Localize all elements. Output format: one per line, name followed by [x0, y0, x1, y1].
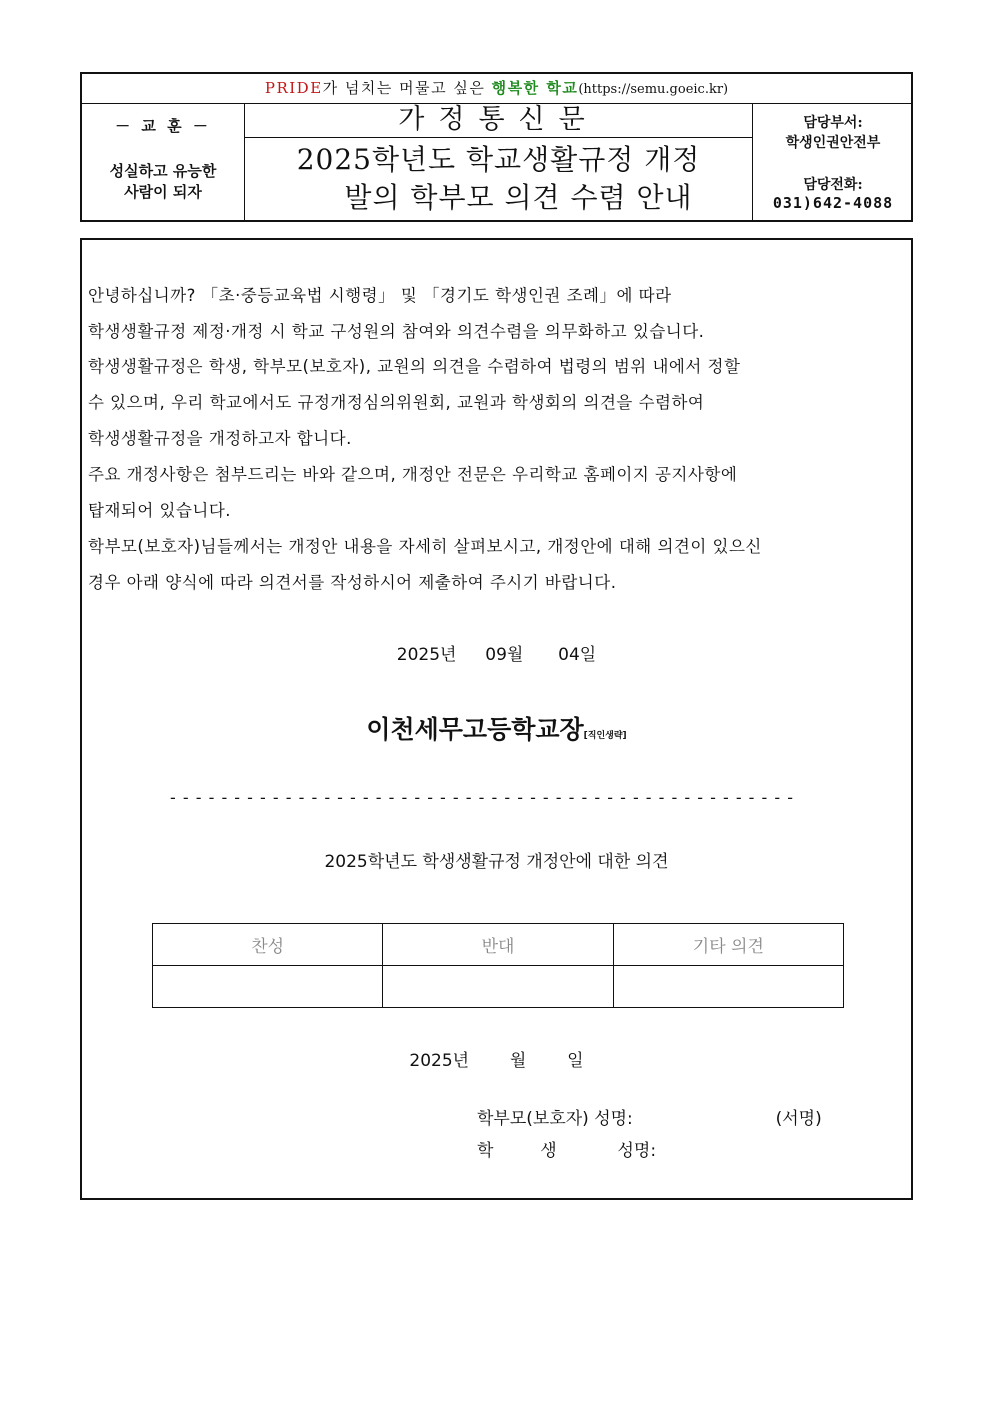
- opinion-table-input-row: [153, 966, 844, 1008]
- motto-line-1: 성실하고 유능한: [109, 162, 217, 180]
- body-line-8: 학부모(보호자)님들께서는 개정안 내용을 자세히 살펴보시고, 개정안에 대해 의견이 있으신: [88, 537, 762, 556]
- body-line-4: 수 있으며, 우리 학교에서도 규정개정심의위원회, 교원과 학생회의 의견을 수렴하여: [88, 393, 705, 412]
- body-line-5: 학생생활규정을 개정하고자 합니다.: [88, 429, 352, 448]
- opinion-table-header: [153, 924, 844, 966]
- other-input-cell[interactable]: [613, 966, 843, 1008]
- issue-year: 2025년: [396, 645, 457, 665]
- slogan-middle: 가 넘치는 머물고 싶은: [322, 79, 492, 97]
- letter-body: [80, 238, 913, 1200]
- sign-year: 2025년: [409, 1051, 470, 1071]
- signature-label[interactable]: (서명): [775, 1109, 822, 1129]
- cut-line: - - - - - - - - - - - - - - - - - - - - - - - - - - - - - - - - - - - - - - - - - - - - - - - - -: [170, 788, 795, 807]
- school-motto-cell: [82, 103, 245, 222]
- sign-date: [82, 1046, 911, 1071]
- form-title: 2025학년도 학생생활규정 개정안에 대한 의견: [324, 852, 669, 872]
- opinion-table: [152, 923, 844, 1008]
- phone-number: 031)642-4088: [772, 194, 894, 212]
- body-line-2: 학생생활규정 제정·개정 시 학교 구성원의 참여와 의견수렴을 의무화하고 있습니다.: [88, 322, 705, 341]
- document-title-line-1: 2025학년도 학교생활규정 개정: [296, 143, 701, 176]
- phone-label: 담당전화:: [803, 177, 863, 193]
- slogan-pride: PRIDE: [264, 79, 323, 97]
- body-line-7: 탑재되어 있습니다.: [88, 501, 232, 520]
- issue-day: 04일: [558, 645, 597, 665]
- column-other: 기타 의견: [613, 924, 843, 966]
- document-title-line-2: 발의 학부모 의견 수렴 안내: [344, 181, 693, 214]
- parent-name-label: 학부모(보호자) 성명:: [477, 1109, 633, 1129]
- principal-name: 이천세무고등학교장: [366, 715, 584, 744]
- body-line-9: 경우 아래 양식에 따라 의견서를 작성하시어 제출하여 주시기 바랍니다.: [88, 573, 617, 592]
- seal-note: [직인생략]: [583, 731, 627, 741]
- column-disagree: 반대: [383, 924, 613, 966]
- student-label-1: 학: [477, 1141, 494, 1161]
- body-line-6: 주요 개정사항은 첨부드리는 바와 같으며, 개정안 전문은 우리학교 홈페이지 공지사항에: [88, 465, 738, 484]
- principal-signature: [82, 710, 911, 746]
- department-label: 담당부서:: [803, 115, 863, 131]
- contact-cell: [753, 103, 913, 222]
- sign-day[interactable]: 일: [567, 1051, 584, 1071]
- department-name: 학생인권안전부: [785, 135, 881, 151]
- issue-date: [82, 640, 911, 665]
- newsletter-header: [80, 72, 913, 222]
- parent-signature-row: [477, 1104, 822, 1129]
- issue-month: 09월: [485, 645, 524, 665]
- body-line-3: 학생생활규정은 학생, 학부모(보호자), 교원의 의견을 수렴하여 법령의 범위 내에서 정할: [88, 357, 741, 376]
- newsletter-label: 가정통신문: [245, 103, 752, 138]
- school-url[interactable]: (https://semu.goeic.kr): [578, 82, 729, 97]
- body-line-1: 안녕하십니까? 「초·중등교육법 시행령」 및 「경기도 학생인권 조례」에 따라: [88, 286, 672, 305]
- slogan-happy-school: 행복한 학교: [491, 79, 579, 97]
- disagree-input-cell[interactable]: [383, 966, 613, 1008]
- motto-label: － 교 훈 －: [115, 117, 211, 135]
- school-slogan: [82, 74, 911, 104]
- document-title: [245, 141, 752, 217]
- student-label-2: 생: [540, 1141, 557, 1161]
- student-signature-row: [477, 1136, 811, 1161]
- agree-input-cell[interactable]: [153, 966, 383, 1008]
- title-cell: [245, 103, 753, 222]
- column-agree: 찬성: [153, 924, 383, 966]
- sign-month[interactable]: 월: [509, 1051, 527, 1071]
- student-name-label: 성명:: [617, 1141, 657, 1161]
- motto-text: [82, 161, 244, 203]
- motto-line-2: 사람이 되자: [124, 183, 202, 201]
